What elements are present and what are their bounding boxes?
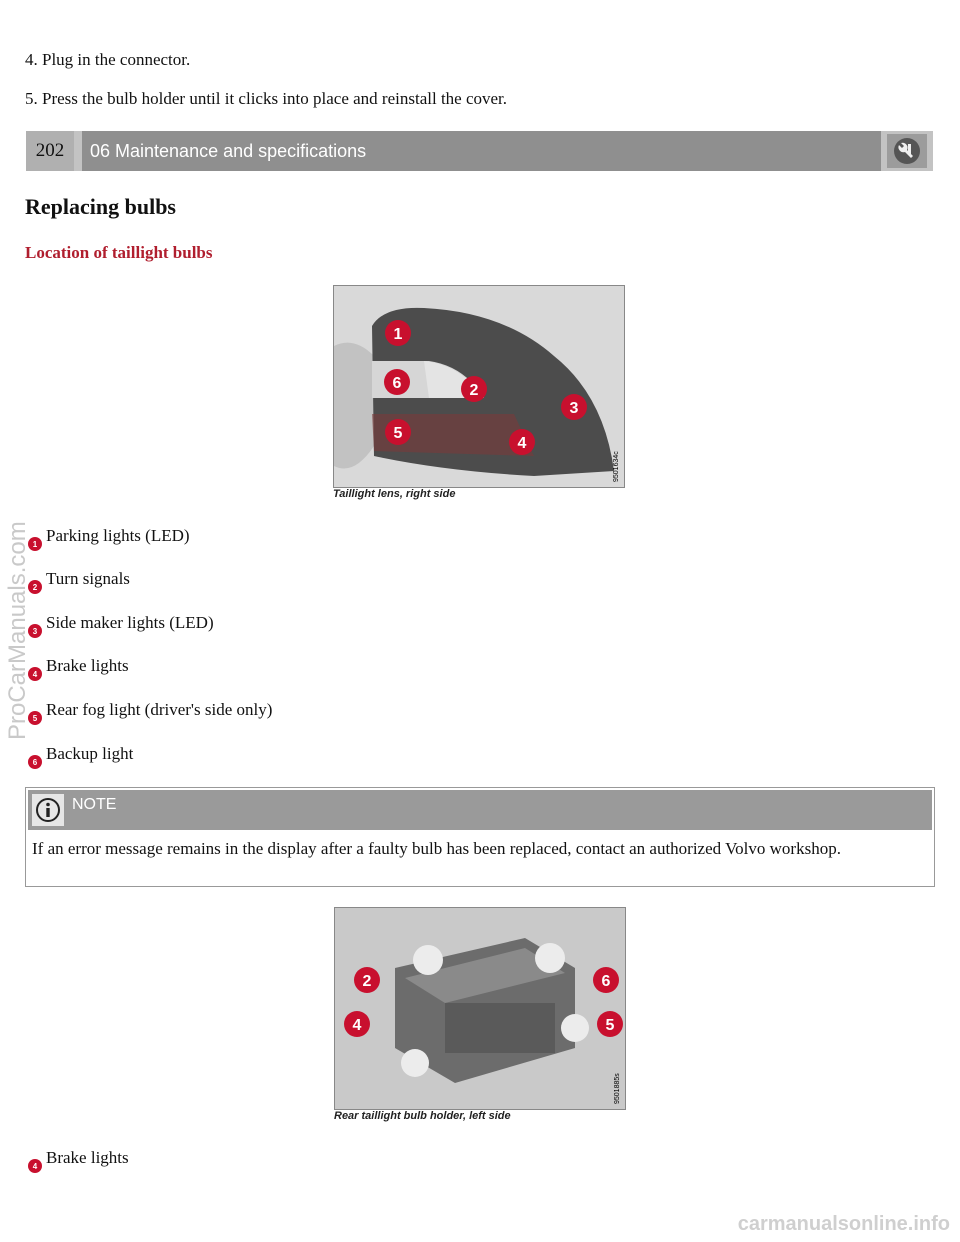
- list-item: [28, 700, 273, 723]
- number-badge: 1: [28, 537, 42, 551]
- figure1-callout-4: [509, 429, 535, 455]
- number-badge: 5: [28, 711, 42, 725]
- side-watermark: ProCarManuals.com: [4, 521, 31, 740]
- callout-4-text: 4: [517, 435, 527, 452]
- step-4: 4. Plug in the connector.: [25, 50, 191, 69]
- figure1-callout-3: [561, 394, 587, 420]
- figure2-caption: Rear taillight bulb holder, left side: [334, 1110, 511, 1122]
- list-item: [28, 569, 130, 592]
- number-badge: 2: [28, 580, 42, 594]
- list-item: [28, 613, 214, 636]
- section-title: 06 Maintenance and specifications: [82, 131, 881, 171]
- list-item-label: Rear fog light (driver's side only): [46, 700, 273, 719]
- list-item-label: Parking lights (LED): [46, 526, 190, 545]
- list-item-label: Turn signals: [46, 569, 130, 588]
- note-text: If an error message remains in the display after a faulty bulb has been replaced, contact an authorized Volvo workshop.: [32, 839, 841, 858]
- number-badge: 6: [28, 755, 42, 769]
- callout-2-text: 2: [362, 973, 372, 990]
- wrench-tools-icon: [887, 134, 927, 168]
- figure2-code: 9501885s: [614, 1073, 621, 1104]
- list-item: [28, 744, 134, 767]
- footer-watermark: carmanualsonline.info: [737, 1213, 950, 1235]
- note-label: NOTE: [72, 796, 117, 813]
- figure1-callout-2: [461, 376, 487, 402]
- figure1-callout-6: [384, 369, 410, 395]
- figure2-callout-2: [354, 967, 380, 993]
- figure2-callout-6: [593, 967, 619, 993]
- taillight-lens-figure: [333, 285, 625, 488]
- callout-1-text: 1: [393, 326, 403, 343]
- callout-3-text: 3: [569, 400, 579, 417]
- page-number: 202: [26, 131, 74, 171]
- list-item-label: Side maker lights (LED): [46, 613, 214, 632]
- number-badge: 3: [28, 624, 42, 638]
- list-item-label: Brake lights: [46, 1148, 129, 1167]
- figure1-callout-1: [385, 320, 411, 346]
- figure1-code: 9501634c: [613, 451, 620, 482]
- callout-5-text: 5: [393, 425, 403, 442]
- callout-4-text: 4: [352, 1017, 362, 1034]
- callout-6-text: 6: [392, 375, 402, 392]
- list-item: [28, 1148, 129, 1171]
- section-header: [26, 131, 933, 171]
- callout-5-text: 5: [605, 1017, 615, 1034]
- note-header: [28, 790, 932, 830]
- list-item: [28, 526, 190, 549]
- figure1-caption: Taillight lens, right side: [333, 488, 456, 500]
- list-item-label: Brake lights: [46, 656, 129, 675]
- list-item: [28, 656, 129, 679]
- step-5: 5. Press the bulb holder until it clicks into place and reinstall the cover.: [25, 89, 508, 108]
- figure1-callout-5: [385, 419, 411, 445]
- figure2-callout-5: [597, 1011, 623, 1037]
- callout-6-text: 6: [601, 973, 611, 990]
- subsection-title: Location of taillight bulbs: [25, 243, 213, 262]
- number-badge: 4: [28, 667, 42, 681]
- note-box: [25, 787, 935, 887]
- number-badge: 4: [28, 1159, 42, 1173]
- page-title: Replacing bulbs: [25, 194, 176, 219]
- bulb-holder-figure: [334, 907, 626, 1110]
- list-item-label: Backup light: [46, 744, 134, 763]
- figure2-callout-4: [344, 1011, 370, 1037]
- callout-2-text: 2: [469, 382, 479, 399]
- info-icon: [32, 794, 64, 826]
